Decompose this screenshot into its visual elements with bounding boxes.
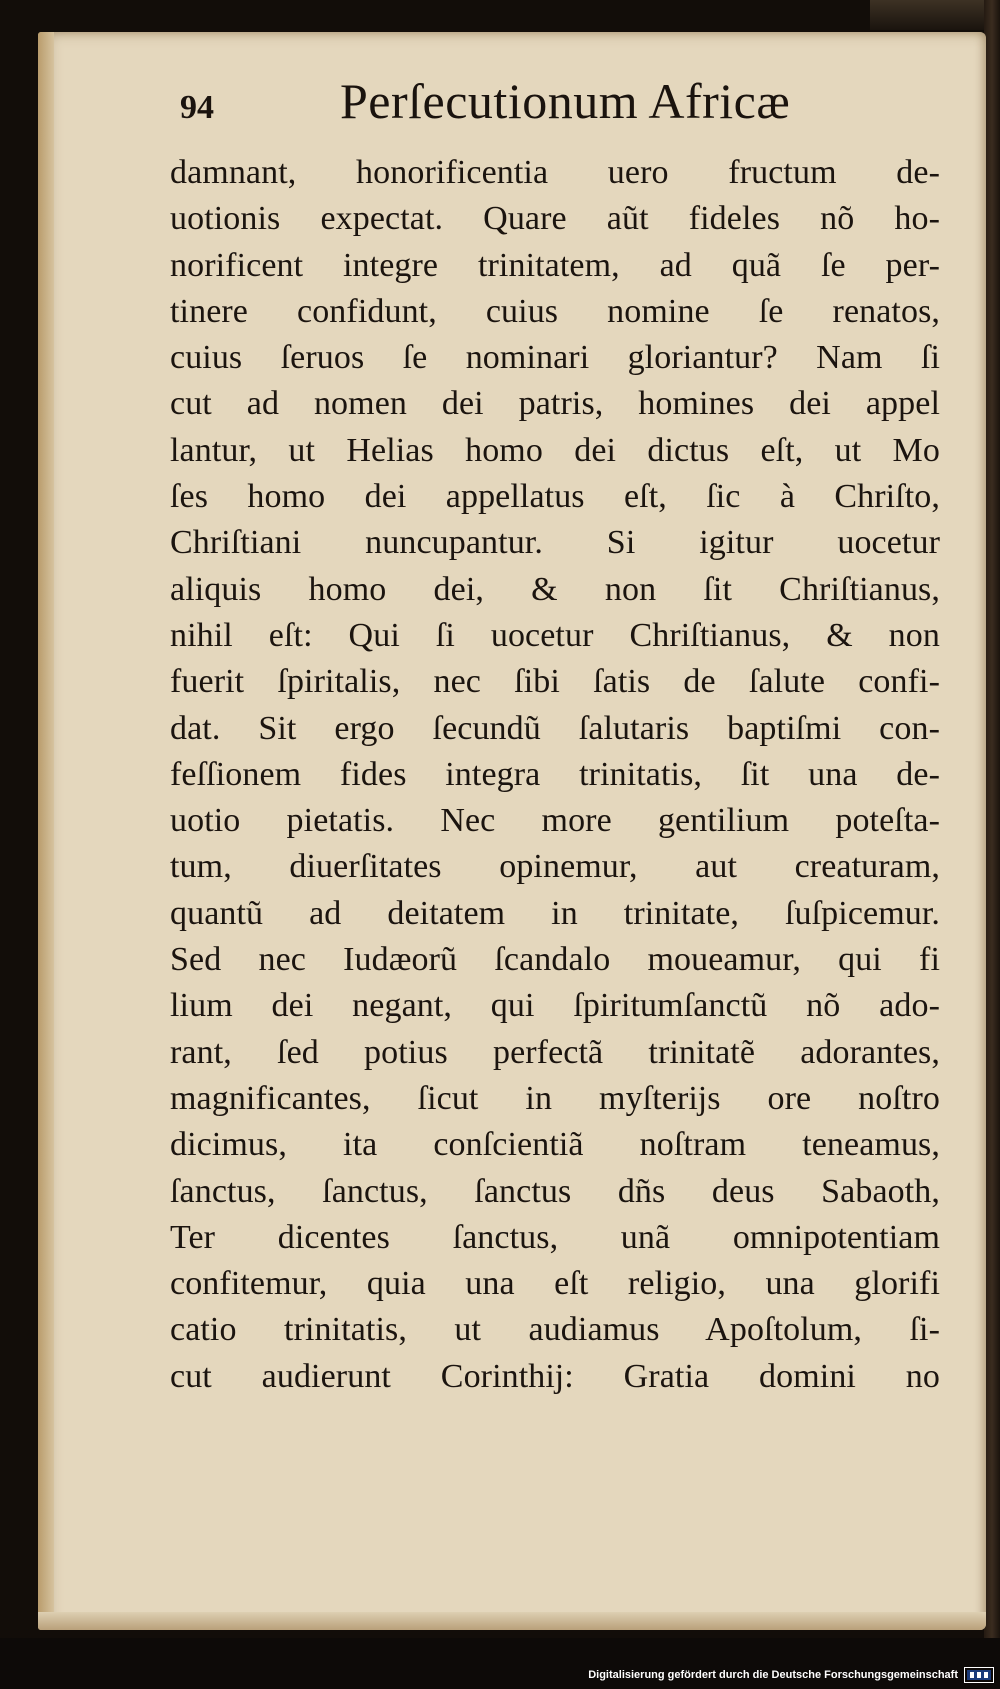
text-line: Ter dicentes ſanctus, unã omnipotentiam xyxy=(170,1218,940,1256)
cover-edge xyxy=(984,0,1000,1638)
text-line: lium dei negant, qui ſpiritumſanctũ nõ ado- xyxy=(170,987,940,1025)
running-title: Perſecutionum Africæ xyxy=(340,73,791,129)
text-line: damnant, honorificentia uero fructum de- xyxy=(170,154,940,191)
text-line: Chriſtiani nuncupantur. Si igitur uocetur xyxy=(170,524,940,562)
dfg-logo-icon xyxy=(964,1667,994,1683)
page-header xyxy=(180,72,940,152)
text-line: ſanctus, ſanctus, ſanctus dñs deus Sabaoth, xyxy=(170,1172,940,1210)
cover-corner xyxy=(870,0,1000,30)
text-line: uotio pietatis. Nec more gentilium poteſta- xyxy=(170,802,940,840)
text-line: tum, diuerſitates opinemur, aut creaturam, xyxy=(170,848,940,886)
text-line: dat. Sit ergo ſecundũ ſalutaris baptiſmi con- xyxy=(170,709,940,747)
text-line: tinere confidunt, cuius nomine ſe renatos, xyxy=(170,292,940,330)
text-line: cut audierunt Corinthĳ: Gratia domini no xyxy=(170,1357,940,1395)
text-line: confitemur, quia una eſt religio, una glorifi xyxy=(170,1265,940,1303)
text-line: norificent integre trinitatem, ad quã ſe per- xyxy=(170,246,940,284)
text-line: ſes homo dei appellatus eſt, ſic à Chriſto, xyxy=(170,478,940,516)
text-line: lantur, ut Helias homo dei dictus eſt, ut Mo xyxy=(170,431,940,469)
text-line: feſſionem fides integra trinitatis, ſit una de- xyxy=(170,755,940,793)
credit-text: Digitalisierung gefördert durch die Deutsche Forschungsgemeinschaft xyxy=(588,1669,958,1681)
page-bottom-edge xyxy=(38,1612,986,1630)
text-line: catio trinitatis, ut audiamus Apoſtolum, ſi- xyxy=(170,1311,940,1349)
page-gutter xyxy=(38,32,54,1630)
text-line: aliquis homo dei, & non ſit Chriſtianus, xyxy=(170,570,940,608)
text-line: uotionis expectat. Quare aũt fideles nõ ho- xyxy=(170,200,940,238)
text-line: rant, ſed potius perfectã trinitatẽ adorantes, xyxy=(170,1033,940,1071)
text-line: cuius ſeruos ſe nominari gloriantur? Nam ſi xyxy=(170,339,940,377)
text-line: dicimus, ita conſcientiã noſtram teneamus, xyxy=(170,1126,940,1164)
text-line: cut ad nomen dei patris, homines dei appel xyxy=(170,385,940,423)
text-line: nihil eſt: Qui ſi uocetur Chriſtianus, & non xyxy=(170,616,940,654)
text-line: quantũ ad deitatem in trinitate, ſuſpicemur. xyxy=(170,894,940,932)
footer-credit xyxy=(588,1665,994,1685)
text-line: Sed nec Iudæorũ ſcandalo moueamur, qui fi xyxy=(170,941,940,979)
text-block xyxy=(170,150,940,1400)
folio-number: 94 xyxy=(180,89,214,126)
text-line: magnificantes, ſicut in myſterĳs ore noſtro xyxy=(170,1079,940,1117)
text-line: fuerit ſpiritalis, nec ſibi ſatis de ſalute confi- xyxy=(170,663,940,701)
